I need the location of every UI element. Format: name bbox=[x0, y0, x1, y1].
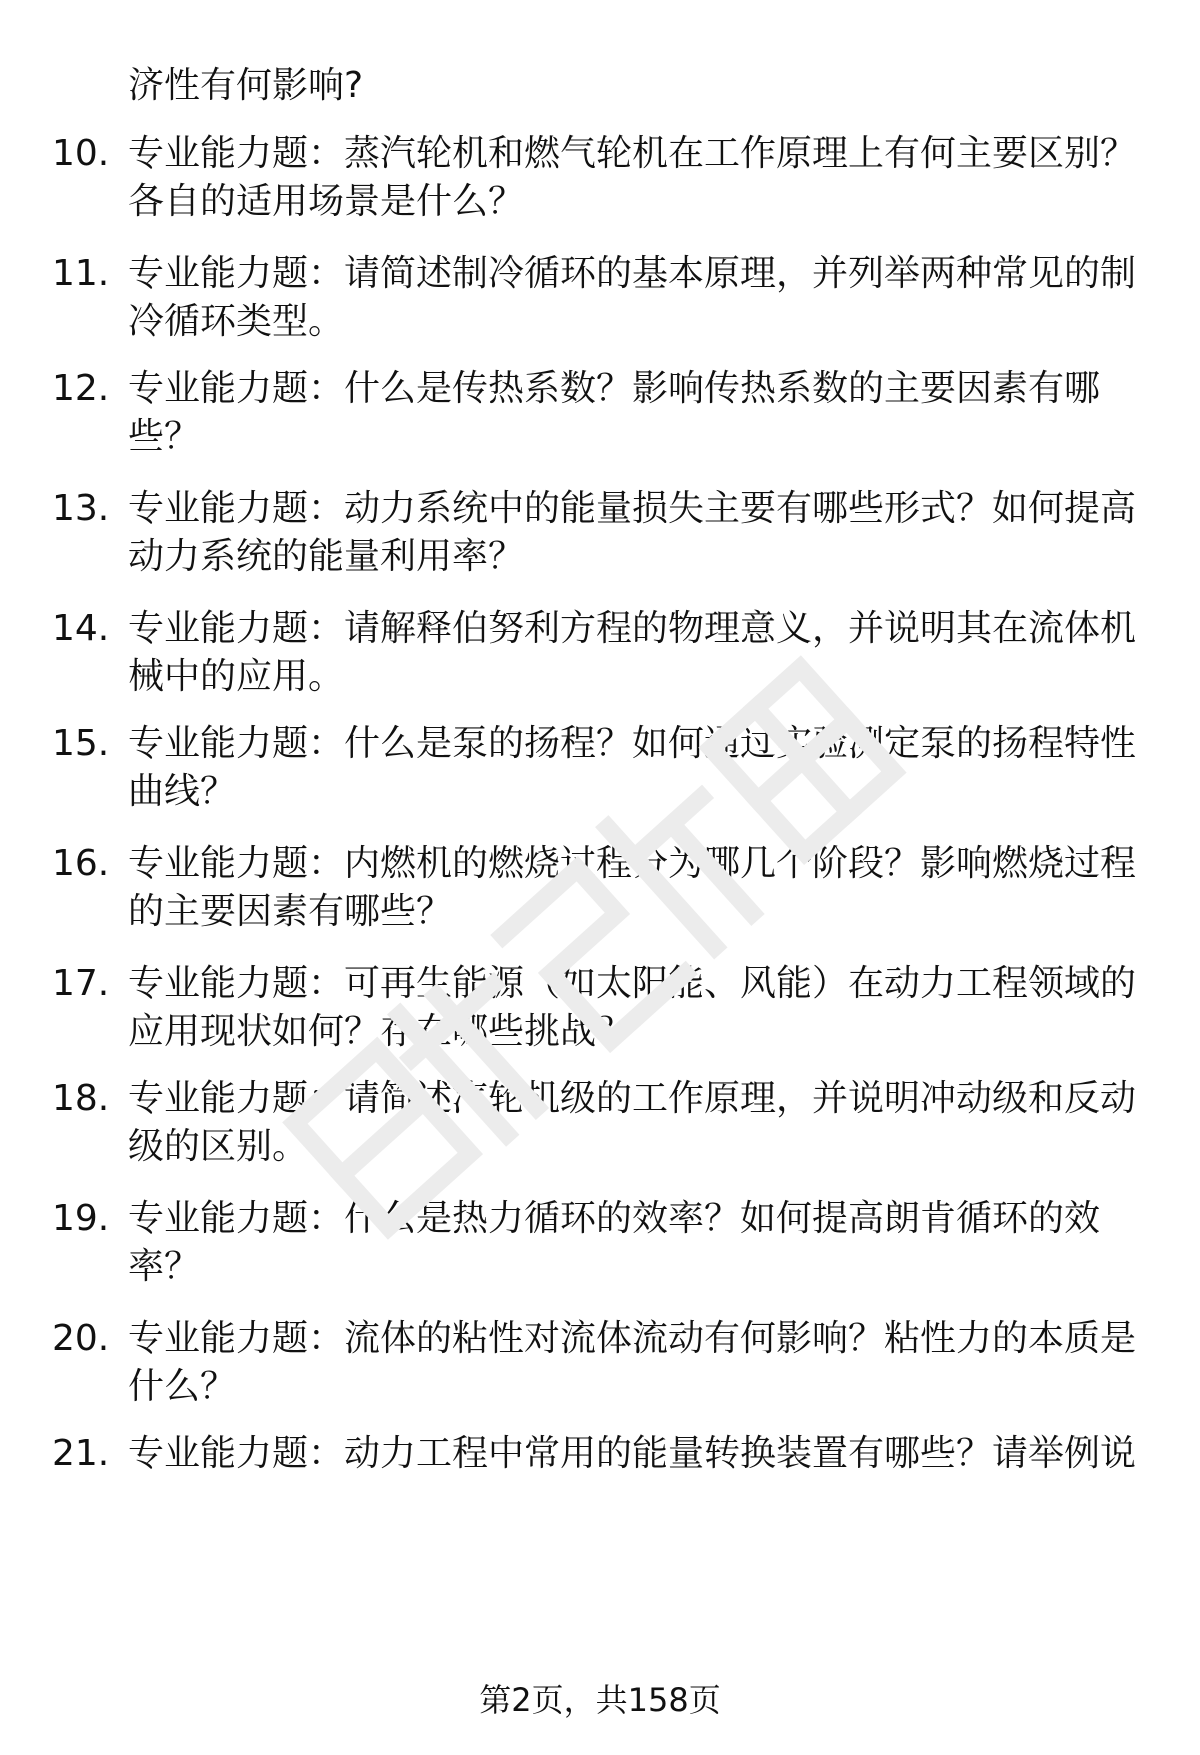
question-number: 14. bbox=[52, 608, 110, 649]
question-number: 10. bbox=[52, 133, 110, 174]
question-number: 15. bbox=[52, 723, 110, 764]
continued-question-text: 济性有何影响? bbox=[128, 65, 364, 106]
question-number: 19. bbox=[52, 1198, 110, 1239]
question-text: 专业能力题：动力系统中的能量损失主要有哪些形式？如何提高动力系统的能量利用率？ bbox=[128, 488, 1137, 577]
page-footer: 第2页，共158页 bbox=[479, 1681, 721, 1719]
question-text: 专业能力题：内燃机的燃烧过程分为哪几个阶段？影响燃烧过程的主要因素有哪些？ bbox=[128, 843, 1137, 932]
question-text: 专业能力题：什么是热力循环的效率？如何提高朗肯循环的效率？ bbox=[128, 1198, 1101, 1287]
question-text: 专业能力题：什么是传热系数？影响传热系数的主要因素有哪些？ bbox=[128, 368, 1101, 457]
question-number: 13. bbox=[52, 488, 110, 529]
question-number: 21. bbox=[52, 1433, 110, 1474]
question-number: 16. bbox=[52, 843, 110, 884]
question-number: 18. bbox=[52, 1078, 110, 1119]
question-text: 专业能力题：请简述制冷循环的基本原理，并列举两种常见的制冷循环类型。 bbox=[128, 253, 1137, 342]
question-number: 12. bbox=[52, 368, 110, 409]
question-number: 20. bbox=[52, 1318, 110, 1359]
question-number: 11. bbox=[52, 253, 110, 294]
question-text: 专业能力题：请简述汽轮机级的工作原理，并说明冲动级和反动级的区别。 bbox=[128, 1078, 1137, 1167]
question-text: 专业能力题：蒸汽轮机和燃气轮机在工作原理上有何主要区别？各自的适用场景是什么？ bbox=[128, 133, 1137, 222]
question-text: 专业能力题：请解释伯努利方程的物理意义，并说明其在流体机械中的应用。 bbox=[128, 608, 1137, 697]
question-text: 专业能力题：流体的粘性对流体流动有何影响？粘性力的本质是什么？ bbox=[128, 1318, 1137, 1407]
question-text: 专业能力题：什么是泵的扬程？如何通过实验测定泵的扬程特性曲线？ bbox=[128, 723, 1137, 812]
question-number: 17. bbox=[52, 963, 110, 1004]
question-text: 专业能力题：可再生能源（如太阳能、风能）在动力工程领域的应用现状如何？存在哪些挑战？ bbox=[128, 963, 1137, 1052]
question-text: 专业能力题：动力工程中常用的能量转换装置有哪些？请举例说 bbox=[128, 1433, 1137, 1474]
